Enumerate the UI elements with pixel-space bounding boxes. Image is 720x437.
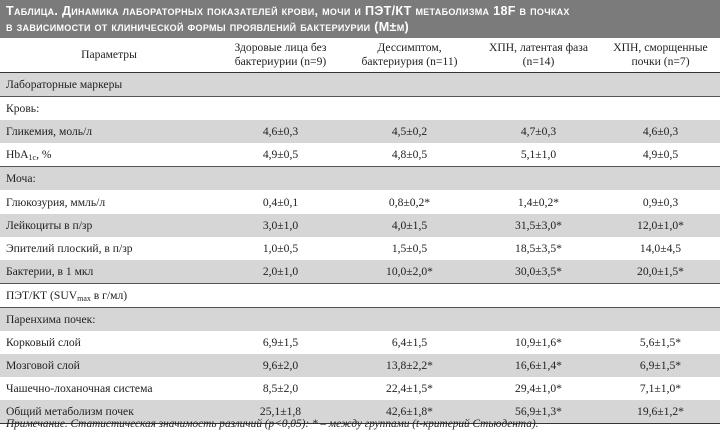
table-title xyxy=(0,0,720,38)
section-row-blood xyxy=(0,97,720,121)
header-healthy-line-1: Здоровые лица без xyxy=(234,41,327,54)
row-label-suffix: , % xyxy=(36,148,52,162)
row-label-text: HbA xyxy=(6,148,29,162)
table-row xyxy=(0,214,720,237)
cell-value: 30,0±3,5* xyxy=(476,260,601,284)
cell-value: 8,5±2,0 xyxy=(218,377,343,400)
section-label-suffix: в г/мл) xyxy=(90,288,128,302)
row-label: Бактерии, в 1 мкл xyxy=(0,260,218,284)
row-label: Чашечно-лоханочная система xyxy=(0,377,218,400)
row-label-subscript: 1c xyxy=(28,153,37,163)
header-asymptomatic-line-2: бактериурия (n=11) xyxy=(361,55,458,68)
cell-value: 0,9±0,3 xyxy=(601,190,720,213)
cell-value: 4,6±0,3 xyxy=(601,120,720,143)
row-label: Глюкозурия, ммль/л xyxy=(0,190,218,213)
table-row xyxy=(0,260,720,284)
data-table xyxy=(0,38,720,424)
section-label-text: ПЭТ/КТ (SUV xyxy=(6,288,78,302)
row-label xyxy=(0,143,218,167)
cell-value: 5,1±1,0 xyxy=(476,143,601,167)
row-label: Корковый слой xyxy=(0,331,218,354)
cell-value: 1,4±0,2* xyxy=(476,190,601,213)
header-asymptomatic xyxy=(343,38,476,73)
cell-value: 1,5±0,5 xyxy=(343,237,476,260)
cell-value: 18,5±3,5* xyxy=(476,237,601,260)
row-label: Гликемия, моль/л xyxy=(0,120,218,143)
header-latent-line-2: (n=14) xyxy=(522,55,555,68)
cell-value: 13,8±2,2* xyxy=(343,354,476,377)
cell-value: 16,6±1,4* xyxy=(476,354,601,377)
section-row-parenchyma xyxy=(0,307,720,331)
header-row xyxy=(0,38,720,73)
section-label: Лабораторные маркеры xyxy=(0,73,720,97)
header-latent xyxy=(476,38,601,73)
table-row xyxy=(0,331,720,354)
cell-value: 14,0±4,5 xyxy=(601,237,720,260)
cell-value: 10,9±1,6* xyxy=(476,331,601,354)
section-label: Моча: xyxy=(0,167,720,191)
cell-value: 6,9±1,5 xyxy=(218,331,343,354)
cell-value: 12,0±1,0* xyxy=(601,214,720,237)
header-param: Параметры xyxy=(0,38,218,73)
cell-value: 4,5±0,2 xyxy=(343,120,476,143)
cell-value: 4,0±1,5 xyxy=(343,214,476,237)
row-label: Эпителий плоский, в п/зр xyxy=(0,237,218,260)
section-label: Паренхима почек: xyxy=(0,307,720,331)
cell-value: 1,0±0,5 xyxy=(218,237,343,260)
row-label: Лейкоциты в п/зр xyxy=(0,214,218,237)
footnote: Примечание. Статистическая значимость различий (p<0,05): * – между группами (t-критерий Стьюдента). xyxy=(6,418,539,430)
table-row xyxy=(0,354,720,377)
header-latent-line-1: ХПН, латентая фаза xyxy=(489,41,588,54)
table-title-line-2: в зависимости от клинической формы проявлений бактериурии (M±m) xyxy=(6,20,409,34)
cell-value: 19,6±1,2* xyxy=(601,400,720,424)
cell-value: 22,4±1,5* xyxy=(343,377,476,400)
cell-value: 5,6±1,5* xyxy=(601,331,720,354)
cell-value: 10,0±2,0* xyxy=(343,260,476,284)
header-shrunken xyxy=(601,38,720,73)
table-title-line-1: Таблица. Динамика лабораторных показателей крови, мочи и ПЭТ/КТ метаболизма 18F в почках xyxy=(6,4,570,18)
section-row-urine xyxy=(0,167,720,191)
cell-value: 25,1±1,8 xyxy=(218,400,343,424)
header-asymptomatic-line-1: Дессимптом, xyxy=(377,41,442,54)
cell-value: 4,9±0,5 xyxy=(601,143,720,167)
header-healthy xyxy=(218,38,343,73)
row-label: Мозговой слой xyxy=(0,354,218,377)
cell-value: 7,1±1,0* xyxy=(601,377,720,400)
cell-value: 2,0±1,0 xyxy=(218,260,343,284)
header-healthy-line-2: бактериурии (n=9) xyxy=(234,55,327,68)
section-label-subscript: max xyxy=(77,293,91,303)
row-label: Общий метаболизм почек xyxy=(0,400,218,424)
table-row xyxy=(0,120,720,143)
cell-value: 3,0±1,0 xyxy=(218,214,343,237)
cell-value: 31,5±3,0* xyxy=(476,214,601,237)
cell-value: 0,8±0,2* xyxy=(343,190,476,213)
header-shrunken-line-1: ХПН, сморщенные xyxy=(613,41,708,54)
cell-value: 20,0±1,5* xyxy=(601,260,720,284)
cell-value: 9,6±2,0 xyxy=(218,354,343,377)
table-row xyxy=(0,237,720,260)
cell-value: 42,6±1,8* xyxy=(343,400,476,424)
cell-value: 0,4±0,1 xyxy=(218,190,343,213)
cell-value: 56,9±1,3* xyxy=(476,400,601,424)
section-row-pet-ct xyxy=(0,283,720,307)
section-label: Кровь: xyxy=(0,97,720,121)
section-label xyxy=(0,283,720,307)
table-row xyxy=(0,143,720,167)
section-row-lab-markers xyxy=(0,73,720,97)
table-row xyxy=(0,190,720,213)
cell-value: 4,9±0,5 xyxy=(218,143,343,167)
header-shrunken-line-2: почки (n=7) xyxy=(631,55,690,68)
cell-value: 4,8±0,5 xyxy=(343,143,476,167)
cell-value: 6,4±1,5 xyxy=(343,331,476,354)
cell-value: 4,7±0,3 xyxy=(476,120,601,143)
table-row xyxy=(0,377,720,400)
cell-value: 29,4±1,0* xyxy=(476,377,601,400)
cell-value: 4,6±0,3 xyxy=(218,120,343,143)
cell-value: 6,9±1,5* xyxy=(601,354,720,377)
